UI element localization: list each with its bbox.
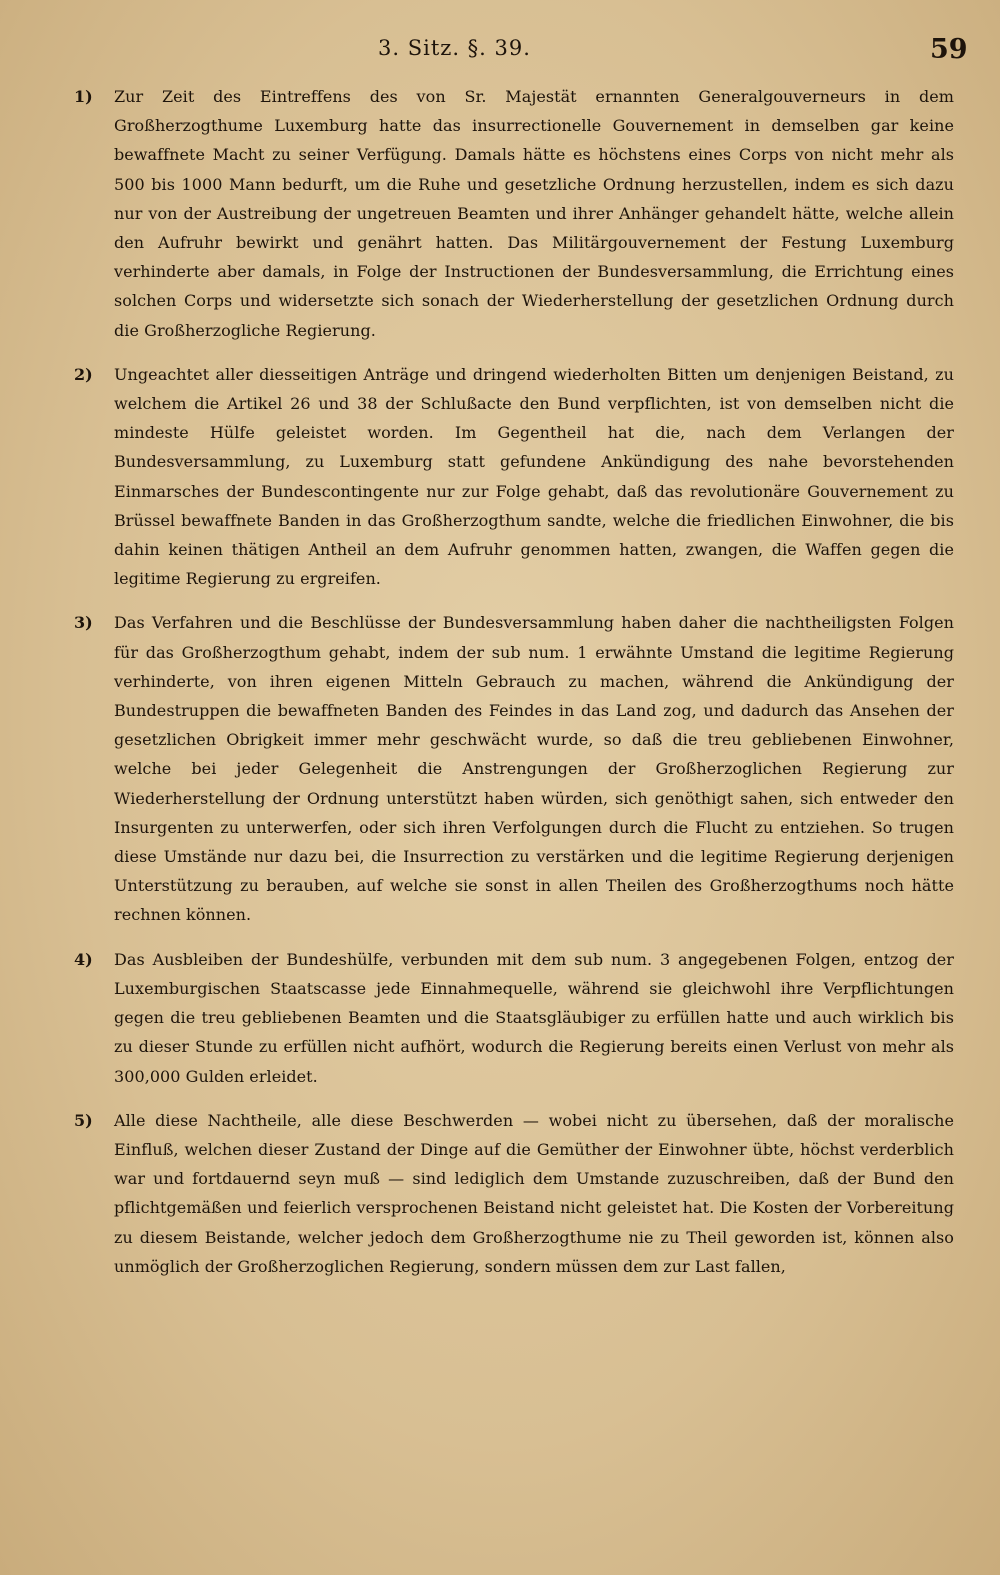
paragraph-number: 1) xyxy=(74,87,93,106)
page-number: 59 xyxy=(930,34,968,65)
paragraph-number: 2) xyxy=(74,364,93,384)
numbered-paragraph xyxy=(74,945,954,1091)
paragraph-number: 3) xyxy=(74,613,93,633)
paragraph-text: Das Ausbleiben der Bundeshülfe, verbunden mit dem sub num. 3 angegebenen Folgen, entzog der Luxemburgischen Staatscasse jede Einnahmequelle, während sie gleichwohl ihre Verpflichtungen gegen die treu gebliebenen Beamten und die Staatsgläubiger zu erfüllen hatte und auch wirklich bis zu dieser Stunde zu erfüllen nicht aufhört, wodurch die Regierung bereits einen Verlust von mehr als 300,000 Gulden erleidet. xyxy=(114,949,954,1086)
paragraph-text: Alle diese Nachtheile, alle diese Beschwerden — wobei nicht zu übersehen, daß der moralische Einfluß, welchen dieser Zustand der Dinge auf die Gemüther der Einwohner übte, höchst verderblich war und fortdauernd seyn muß — sind lediglich dem Umstande zuzuschreiben, daß der Bund den pflichtgemäßen und feierlich versprochenen Beistand nicht geleistet hat. Die Kosten der Vorbereitung zu diesem Beistande, welcher jedoch dem Großherzogthume nie zu Theil geworden ist, können also unmöglich der Großherzoglichen Regierung, sondern müssen dem zur Last fallen, xyxy=(114,1110,954,1276)
paragraph-text: Zur Zeit des Eintreffens des von Sr. Majestät ernannten Generalgouverneurs in dem Großherzogthume Luxemburg hatte das insurrectionelle Gouvernement in demselben gar keine bewaffnete Macht zu seiner Verfügung. Damals hätte es höchstens eines Corps von nicht mehr als 500 bis 1000 Mann bedurft, um die Ruhe und gesetzliche Ordnung herzustellen, indem es sich dazu nur von der Austreibung der ungetreuen Beamten und ihrer Anhänger gehandelt hätte, welche allein den Aufruhr bewirkt und genährt hatten. Das Militärgouvernement der Festung Luxemburg verhinderte aber damals, in Folge der Instructionen der Bundesversammlung, die Errichtung eines solchen Corps und widersetzte sich sonach der Wiederherstellung der gesetzlichen Ordnung durch die Großherzogliche Regierung. xyxy=(114,87,954,340)
numbered-paragraph xyxy=(74,360,954,594)
numbered-paragraph xyxy=(74,1106,954,1281)
paragraph-text: Das Verfahren und die Beschlüsse der Bundesversammlung haben daher die nachtheiligsten Folgen für das Großherzogthum gehabt, indem der sub num. 1 erwähnte Umstand die legitime Regierung verhinderte, von ihren eigenen Mitteln Gebrauch zu machen, während die Ankündigung der Bundestruppen die bewaffneten Banden des Feindes in das Land zog, und dadurch das Ansehen der gesetzlichen Obrigkeit immer mehr geschwächt wurde, so daß die treu gebliebenen Einwohner, welche bei jeder Gelegenheit die Anstrengungen der Großherzoglichen Regierung zur Wiederherstellung der Ordnung unterstützt haben würden, sich genöthigt sahen, sich entweder den Insurgenten zu unterwerfen, oder sich ihren Verfolgungen durch die Flucht zu entziehen. So trugen diese Umstände nur dazu bei, die Insurrection zu verstärken und die legitime Regierung derjenigen Unterstützung zu berauben, auf welche sie sonst in allen Theilen des Großherzogthums noch hätte rechnen können. xyxy=(114,613,954,925)
paragraph-number: 5) xyxy=(74,1110,93,1130)
numbered-paragraph xyxy=(74,608,954,929)
body-text xyxy=(74,82,954,1296)
numbered-paragraph xyxy=(74,82,954,345)
running-head xyxy=(0,36,1000,76)
section-reference: 3. Sitz. §. 39. xyxy=(378,36,531,60)
paragraph-number: 4) xyxy=(74,949,93,969)
paragraph-text: Ungeachtet aller diesseitigen Anträge und dringend wiederholten Bitten um denjenigen Beistand, zu welchem die Artikel 26 und 38 der Schlußacte den Bund verpflichten, ist von demselben nicht die mindeste Hülfe geleistet worden. Im Gegentheil hat die, nach dem Verlangen der Bundesversammlung, zu Luxemburg statt gefundene Ankündigung des nahe bevorstehenden Einmarsches der Bundescontingente nur zur Folge gehabt, daß das revolutionäre Gouvernement zu Brüssel bewaffnete Banden in das Großherzogthum sandte, welche die friedlichen Einwohner, die bis dahin keinen thätigen Antheil an dem Aufruhr genommen hatten, zwangen, die Waffen gegen die legitime Regierung zu ergreifen. xyxy=(114,364,954,589)
